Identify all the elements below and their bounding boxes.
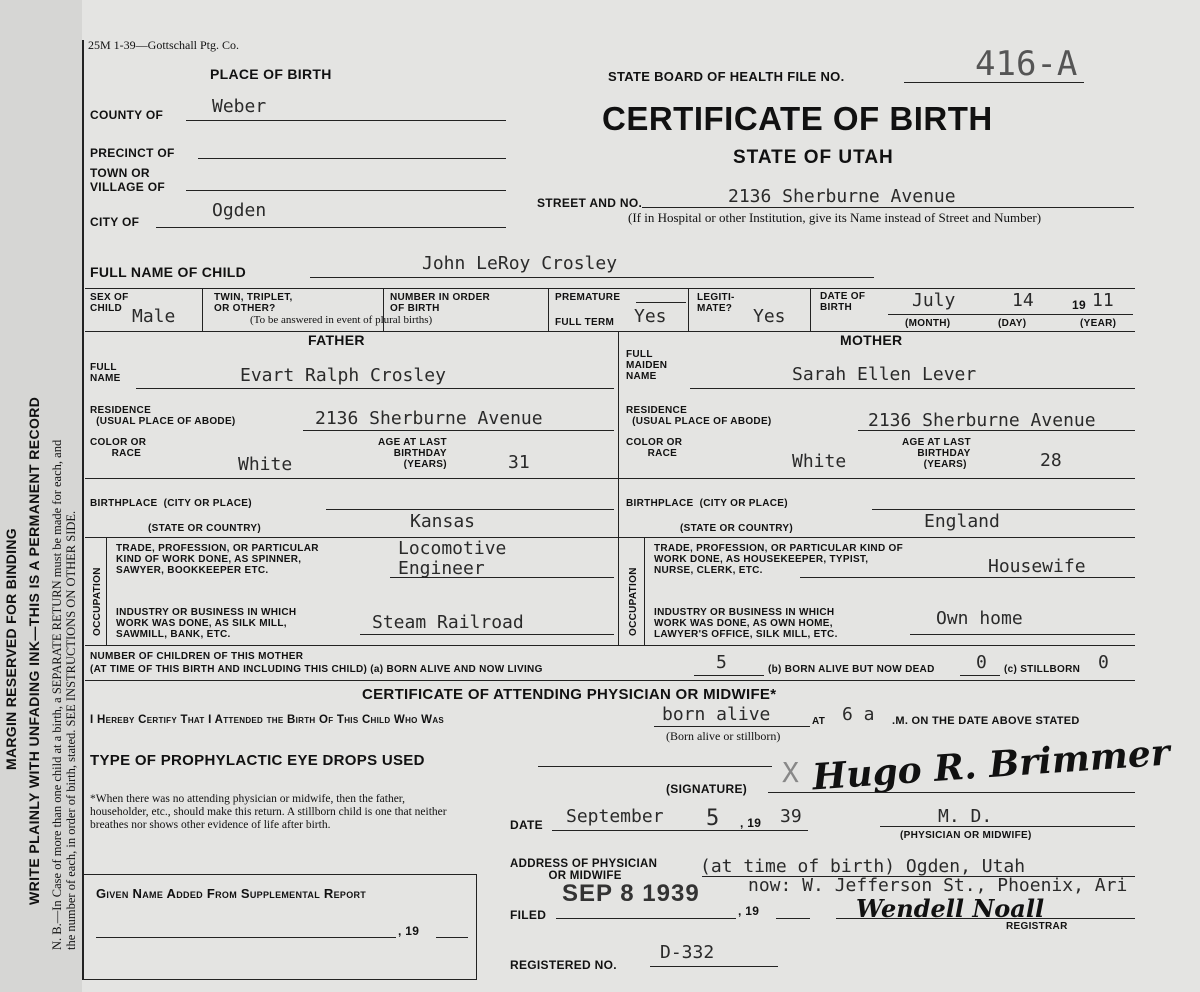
legit-value: Yes <box>753 306 786 327</box>
child-row-top <box>85 288 1135 289</box>
father-color-label: COLOR OR RACE <box>90 437 147 459</box>
mother-color: White <box>792 451 847 472</box>
town-line <box>186 190 506 191</box>
file-no-label: STATE BOARD OF HEALTH FILE NO. <box>608 69 845 84</box>
margin-instructions-1: N. B.—In Case of more than one child at a birth, a SEPARATE RETURN must be made for each, and <box>50 439 64 950</box>
children-b: 0 <box>976 652 987 673</box>
child-name-line <box>310 277 874 278</box>
mother-trade-line <box>800 577 1135 578</box>
mother-birthplace-state: England <box>924 511 1000 532</box>
mother-name-label: FULL MAIDEN NAME <box>626 349 668 382</box>
mother-age-label: AGE AT LAST BIRTHDAY (YEARS) <box>902 437 971 470</box>
children-label-1: NUMBER OF CHILDREN OF THIS MOTHER <box>90 651 304 662</box>
dob-year-prefix: 19 <box>1072 298 1086 312</box>
mother-bp-bottom <box>618 537 1135 538</box>
dob-label: DATE OF BIRTH <box>820 291 866 313</box>
father-residence: 2136 Sherburne Avenue <box>315 408 543 429</box>
signature-label: (SIGNATURE) <box>666 782 748 796</box>
filed-label: FILED <box>510 908 547 922</box>
address-line-2: now: W. Jefferson St., Phoenix, Ari <box>748 875 1128 896</box>
supplemental-nineteen: , 19 <box>398 924 420 938</box>
mother-occupation-side: OCCUPATION <box>628 567 639 636</box>
registrar-label: REGISTRAR <box>1006 921 1068 932</box>
father-age-label: AGE AT LAST BIRTHDAY (YEARS) <box>378 437 447 470</box>
order-note: (To be answered in event of plural births) <box>250 314 433 326</box>
children-a: 5 <box>716 652 727 673</box>
street-note: (If in Hospital or other Institution, give its Name instead of Street and Number) <box>628 210 1042 225</box>
date-label: DATE <box>510 818 543 832</box>
md-line <box>880 826 1135 827</box>
registered-label: REGISTERED NO. <box>510 958 617 972</box>
md-value: M. D. <box>938 806 993 827</box>
sex-label: SEX OF CHILD <box>90 292 129 314</box>
father-color-bottom <box>85 478 618 479</box>
child-row-div-1 <box>202 288 203 331</box>
premature-label: PREMATURE <box>555 292 621 303</box>
attending-status-note: (Born alive or stillborn) <box>666 729 781 743</box>
father-bp-state-label: (STATE OR COUNTRY) <box>148 523 261 534</box>
date-prefix: , 19 <box>740 816 762 830</box>
parents-divider <box>618 331 619 645</box>
city-line <box>156 227 506 228</box>
city-label: CITY OF <box>90 215 140 229</box>
father-residence-line <box>303 430 614 431</box>
dob-month: July <box>912 290 956 311</box>
dob-year-label: (YEAR) <box>1080 318 1117 329</box>
county-line <box>186 120 506 121</box>
footnote: *When there was no attending physician or midwife, then the father, householder, etc., should make this return. A stillborn child is one that neither breathes nor shows other evidence of life after birth. <box>90 793 447 831</box>
father-name: Evart Ralph Crosley <box>240 365 446 386</box>
registrar-line <box>836 918 1135 919</box>
child-row-div-3 <box>548 288 549 331</box>
precinct-label: PRECINCT OF <box>90 146 175 160</box>
attending-heading: CERTIFICATE OF ATTENDING PHYSICIAN OR MIDWIFE* <box>362 686 777 703</box>
date-line <box>552 830 808 831</box>
eye-drops-label: TYPE OF PROPHYLACTIC EYE DROPS USED <box>90 752 425 769</box>
father-color: White <box>238 454 293 475</box>
margin-instructions-2: the number of each, in order of birth, stated. SEE INSTRUCTIONS ON OTHER SIDE. <box>64 510 78 950</box>
town-label: TOWN OR VILLAGE OF <box>90 166 165 194</box>
supplemental-line <box>96 937 396 938</box>
attending-date-stated: .M. ON THE DATE ABOVE STATED <box>892 715 1080 727</box>
father-trade-line <box>390 577 614 578</box>
father-occ-divider <box>106 537 107 645</box>
children-b-line <box>960 675 1000 676</box>
children-label-2: (AT TIME OF THIS BIRTH AND INCLUDING THIS CHILD) (a) BORN ALIVE AND NOW LIVING <box>90 664 543 675</box>
registrar-signature: Wendell Noall <box>856 894 1045 923</box>
md-label: (PHYSICIAN OR MIDWIFE) <box>900 830 1032 841</box>
mother-name: Sarah Ellen Lever <box>792 364 977 385</box>
children-c-label: (c) STILLBORN <box>1004 664 1081 675</box>
precinct-line <box>198 158 506 159</box>
fullterm-label: FULL TERM <box>555 317 615 328</box>
mother-industry-label: INDUSTRY OR BUSINESS IN WHICH WORK WAS DONE, AS OWN HOME, LAWYER'S OFFICE, SILK MILL, ETC. <box>654 607 838 640</box>
address-label: ADDRESS OF PHYSICIAN OR MIDWIFE <box>510 858 658 882</box>
father-heading: FATHER <box>308 332 365 348</box>
child-row-bottom <box>85 331 1135 332</box>
mother-bp-state-label: (STATE OR COUNTRY) <box>680 523 793 534</box>
street-line <box>642 207 1134 208</box>
father-name-line <box>136 388 614 389</box>
signature-line <box>768 792 1135 793</box>
physician-signature: Hugo R. Brimmer <box>810 731 1172 799</box>
place-of-birth-heading: PLACE OF BIRTH <box>210 66 332 82</box>
attending-certify: I Hereby Certify That I Attended the Birth Of This Child Who Was <box>90 714 445 726</box>
mother-birthplace-label: BIRTHPLACE (CITY OR PLACE) <box>626 498 788 509</box>
registered-line <box>650 966 778 967</box>
father-age: 31 <box>508 452 530 473</box>
mother-color-bottom <box>618 478 1135 479</box>
children-top <box>85 645 1135 646</box>
father-industry-line <box>360 634 614 635</box>
address-line-1: (at time of birth) Ogden, Utah <box>700 856 1026 877</box>
dob-line <box>888 314 1133 315</box>
mother-birthplace-line <box>872 509 1135 510</box>
father-industry-label: INDUSTRY OR BUSINESS IN WHICH WORK WAS DONE, AS SILK MILL, SAWMILL, BANK, ETC. <box>116 607 297 640</box>
dob-year: 11 <box>1092 290 1114 311</box>
child-name-value: John LeRoy Crosley <box>422 253 618 274</box>
twin-label: TWIN, TRIPLET, OR OTHER? <box>214 292 293 314</box>
mother-age: 28 <box>1040 450 1062 471</box>
mother-color-label: COLOR OR RACE <box>626 437 683 459</box>
binding-margin <box>0 0 82 992</box>
left-border <box>82 40 84 980</box>
child-row-div-4 <box>688 288 689 331</box>
attending-hour: 6 a <box>842 704 875 725</box>
mother-industry: Own home <box>936 608 1023 629</box>
father-birthplace-state: Kansas <box>410 511 476 532</box>
dob-day-label: (DAY) <box>998 318 1027 329</box>
street-label: STREET AND NO. <box>537 196 643 210</box>
city-value: Ogden <box>212 200 267 221</box>
mother-occ-divider <box>644 537 645 645</box>
margin-binding-label: MARGIN RESERVED FOR BINDING <box>3 528 19 770</box>
supplemental-label: Given Name Added From Supplemental Report <box>96 886 367 901</box>
attending-status-line <box>654 726 810 727</box>
children-c: 0 <box>1098 652 1109 673</box>
child-name-label: FULL NAME OF CHILD <box>90 264 247 280</box>
father-trade-2: Engineer <box>398 558 485 579</box>
county-label: COUNTY OF <box>90 108 164 122</box>
father-industry: Steam Railroad <box>372 612 524 633</box>
file-no-value: 416-A <box>975 44 1078 84</box>
dob-month-label: (MONTH) <box>905 318 951 329</box>
mother-name-line <box>690 388 1135 389</box>
father-birthplace-label: BIRTHPLACE (CITY OR PLACE) <box>90 498 252 509</box>
order-label: NUMBER IN ORDER OF BIRTH <box>390 292 491 314</box>
date-year: 39 <box>780 806 802 827</box>
father-occupation-side: OCCUPATION <box>92 567 103 636</box>
county-value: Weber <box>212 96 267 117</box>
mother-residence: 2136 Sherburne Avenue <box>868 410 1096 431</box>
certificate-title: CERTIFICATE OF BIRTH <box>602 100 993 137</box>
fullterm-value: Yes <box>634 306 667 327</box>
premature-line <box>636 302 686 303</box>
supplemental-year-line <box>436 937 468 938</box>
father-bp-bottom <box>85 537 618 538</box>
mother-trade-label: TRADE, PROFESSION, OR PARTICULAR KIND OF WORK DONE, AS HOUSEKEEPER, TYPIST, NURSE, CLERK, ETC. <box>654 543 904 576</box>
children-b-label: (b) BORN ALIVE BUT NOW DEAD <box>768 664 935 675</box>
certificate-paper <box>82 0 1200 992</box>
date-value: September <box>566 806 664 827</box>
father-trade-1: Locomotive <box>398 538 507 559</box>
mother-heading: MOTHER <box>840 332 903 348</box>
father-birthplace-line <box>326 509 614 510</box>
street-value: 2136 Sherburne Avenue <box>728 186 956 207</box>
margin-permanent-record: WRITE PLAINLY WITH UNFADING INK—THIS IS A PERMANENT RECORD <box>26 396 42 905</box>
children-a-line <box>694 675 764 676</box>
father-name-label: FULL NAME <box>90 362 121 384</box>
father-residence-label: RESIDENCE (USUAL PLACE OF ABODE) <box>90 405 236 427</box>
dob-day: 14 <box>1012 290 1034 311</box>
children-bottom <box>85 680 1135 681</box>
filed-year-line <box>776 918 810 919</box>
filed-nineteen: , 19 <box>738 904 760 918</box>
attending-status: born alive <box>662 704 771 725</box>
father-trade-label: TRADE, PROFESSION, OR PARTICULAR KIND OF WORK DONE, AS SPINNER, SAWYER, BOOKKEEPER ETC. <box>116 543 319 576</box>
printer-imprint: 25M 1-39—Gottschall Ptg. Co. <box>88 38 240 52</box>
eye-drops-line <box>538 766 772 767</box>
mother-industry-line <box>910 634 1135 635</box>
filed-stamp: SEP 8 1939 <box>562 880 700 907</box>
certificate-subtitle: STATE OF UTAH <box>733 147 894 168</box>
mother-residence-label: RESIDENCE (USUAL PLACE OF ABODE) <box>626 405 772 427</box>
attending-at: AT <box>812 716 826 727</box>
sex-value: Male <box>132 306 176 327</box>
legit-label: LEGITI- MATE? <box>697 292 735 314</box>
filed-line <box>556 918 736 919</box>
registered-value: D-332 <box>660 942 715 963</box>
date-day: 5 <box>706 806 720 831</box>
mother-trade: Housewife <box>988 556 1086 577</box>
signature-mark: X <box>782 756 799 789</box>
child-row-div-5 <box>810 288 811 331</box>
